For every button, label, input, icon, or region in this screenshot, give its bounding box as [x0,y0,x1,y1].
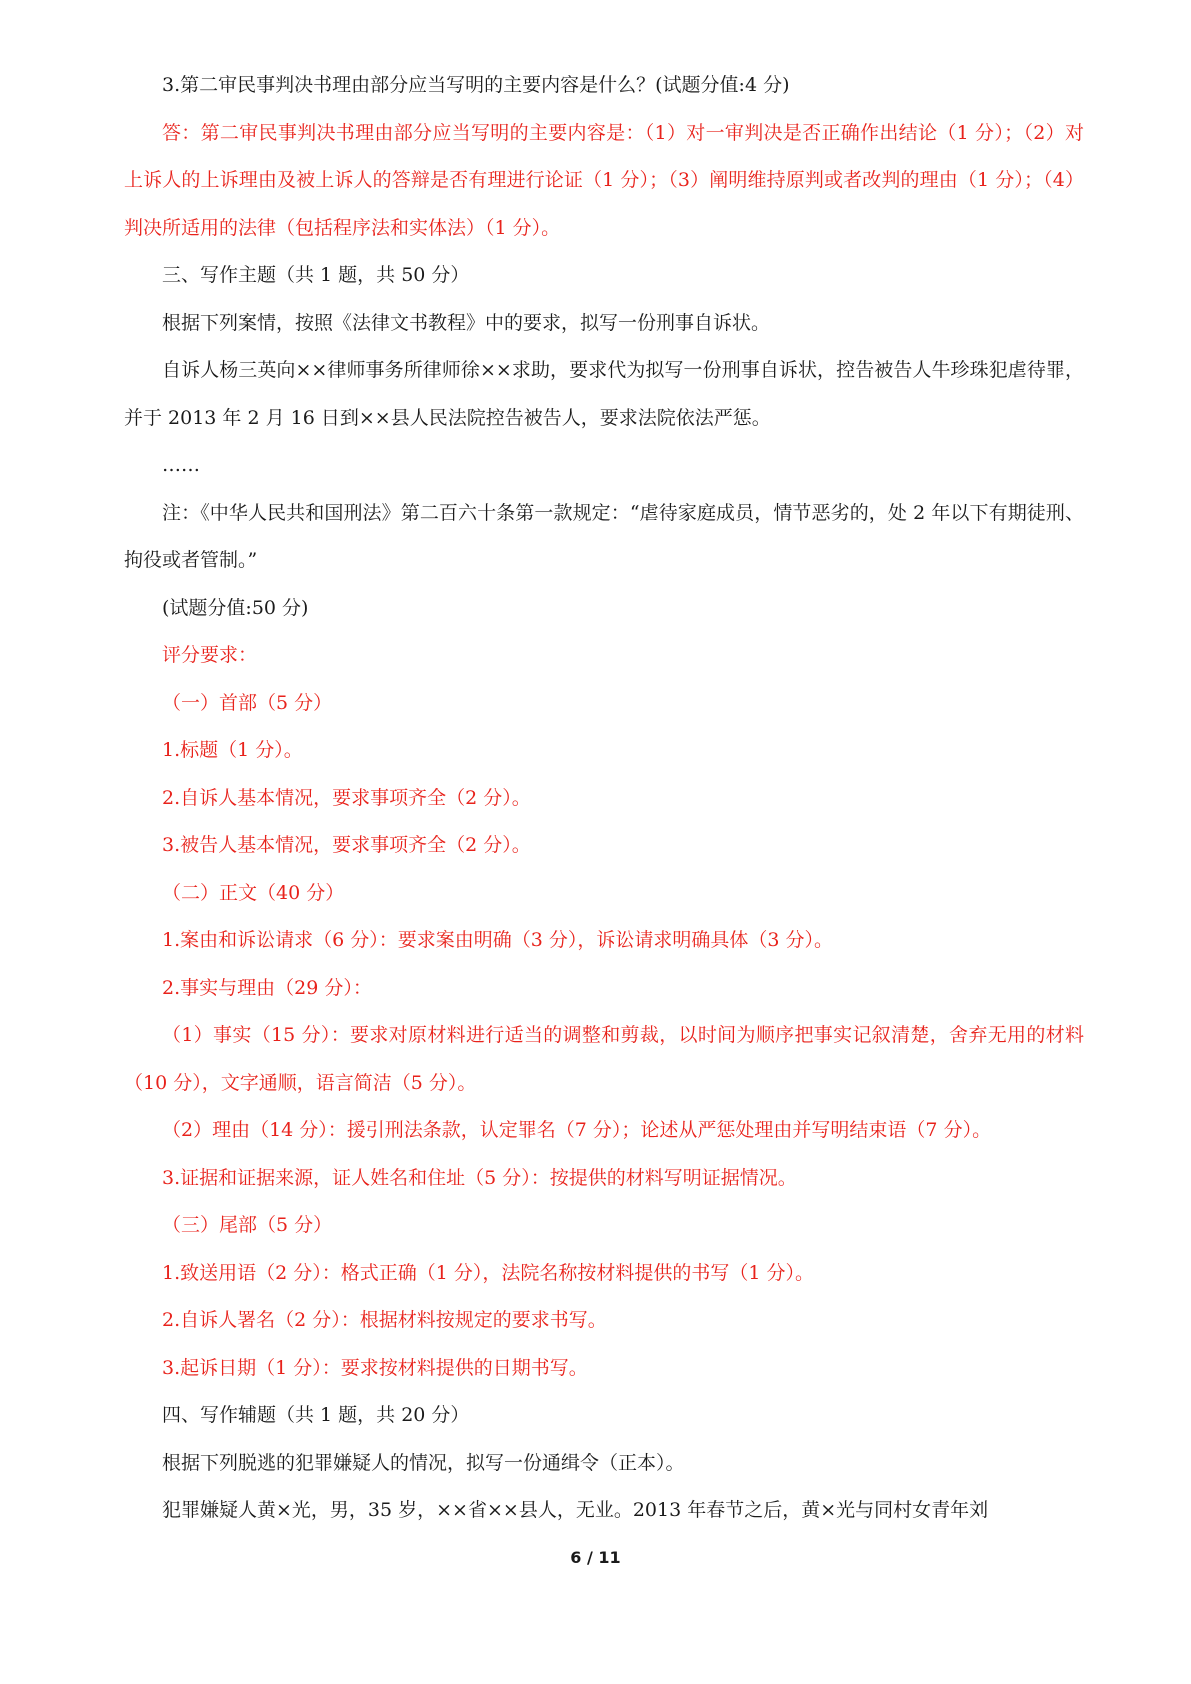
section-3-heading: 三、写作主题（共 1 题，共 50 分） [162,264,470,286]
grading-item: （1）事实（15 分）：要求对原材料进行适当的调整和剪裁，以时间为顺序把事实记叙清楚，舍弃无用的材料（10 分），文字通顺，语言简洁（5 分）。 [124,1024,1084,1094]
score-value: (试题分值:50 分) [162,596,309,619]
suspect-description: 犯罪嫌疑人黄×光，男，35 岁，××省××县人，无业。2013 年春节之后，黄×光与同村女青年刘 [162,1499,989,1521]
grading-item: 3.证据和证据来源，证人姓名和住址（5 分）：按提供的材料写明证据情况。 [162,1166,797,1189]
ellipsis: …… [162,454,200,476]
task-instruction: 根据下列脱逃的犯罪嫌疑人的情况，拟写一份通缉令（正本）。 [162,1451,685,1474]
law-note: 注：《中华人民共和国刑法》第二百六十条第一款规定：“虐待家庭成员，情节恶劣的，处 2 年以下有期徒刑、拘役或者管制。” [124,501,1084,571]
grading-item: 2.事实与理由（29 分）： [162,976,372,999]
grading-item: （二）正文（40 分） [162,881,345,904]
section-4-heading: 四、写作辅题（共 1 题，共 20 分） [162,1404,470,1426]
task-instruction: 根据下列案情，按照《法律文书教程》中的要求，拟写一份刑事自诉状。 [162,311,771,334]
grading-item: （三）尾部（5 分） [162,1214,333,1236]
grading-item: （一）首部（5 分） [162,691,333,714]
grading-item: 1.案由和诉讼请求（6 分）：要求案由明确（3 分），诉讼请求明确具体（3 分）。 [162,929,834,951]
document-body [124,62,1084,1535]
grading-item: 2.自诉人署名（2 分）：根据材料按规定的要求书写。 [162,1309,607,1331]
grading-item: 3.被告人基本情况，要求事项齐全（2 分）。 [162,834,531,856]
page-number: 6 / 11 [570,1548,621,1567]
answer-3: 答：第二审民事判决书理由部分应当写明的主要内容是：（1）对一审判决是否正确作出结论（1 分）；（2）对上诉人的上诉理由及被上诉人的答辩是否有理进行论证（1 分）；（3）阐明维持原判或者改判的理由（1 分）；（4）判决所适用的法律（包括程序法和实体法）（1 分）。 [124,121,1084,239]
grading-item: 2.自诉人基本情况，要求事项齐全（2 分）。 [162,786,531,809]
question-3: 3.第二审民事判决书理由部分应当写明的主要内容是什么？(试题分值:4 分) [162,74,790,96]
case-description: 自诉人杨三英向××律师事务所律师徐××求助，要求代为拟写一份刑事自诉状，控告被告人牛珍珠犯虐待罪，并于 2013 年 2 月 16 日到××县人民法院控告被告人，要求法院依法严惩。 [124,359,1084,429]
grading-item: 1.标题（1 分）。 [162,739,303,761]
grading-heading: 评分要求： [162,644,258,666]
grading-item: （2）理由（14 分）：援引刑法条款，认定罪名（7 分）；论述从严惩处理由并写明结束语（7 分）。 [162,1119,992,1141]
grading-item: 3.起诉日期（1 分）：要求按材料提供的日期书写。 [162,1356,588,1379]
grading-item: 1.致送用语（2 分）：格式正确（1 分），法院名称按材料提供的书写（1 分）。 [162,1261,815,1284]
